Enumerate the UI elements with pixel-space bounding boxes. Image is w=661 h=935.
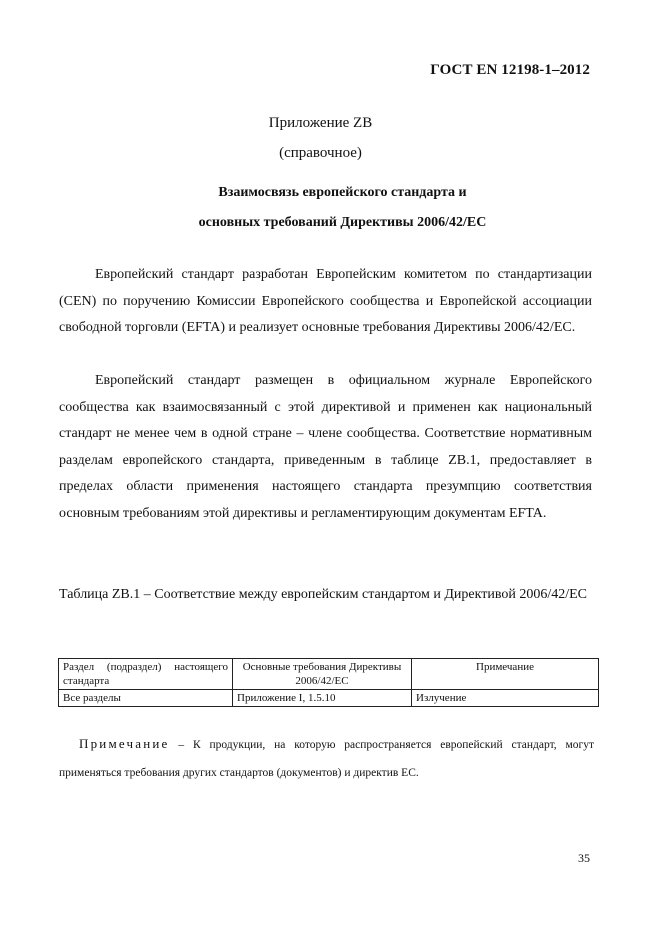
paragraph-1-text: Европейский стандарт разработан Европейским комитетом по стандартизации (CEN) по поручению Комиссии Европейского сообщества и Европейской ассоциации свободной торговли (EFTA) и реализует основные требования Директивы 2006/42/ЕС.: [59, 267, 592, 336]
standard-designation: ГОСТ EN 12198-1–2012: [430, 62, 590, 78]
note-text: – К продукции, на которую распространяется европейский стандарт, могут применяться требования других стандартов (документов) и директив ЕС.: [59, 739, 594, 779]
table-row: [59, 690, 599, 707]
paragraph-1: [59, 262, 592, 342]
note: [59, 730, 594, 787]
annex-title: Приложение ZB: [268, 115, 373, 131]
paragraph-2-text: Европейский стандарт размещен в официальном журнале Европейского сообщества как взаимосвязанный с этой директивой и применен как национальный стандарт не менее чем в одной стране – члене сообщества. Соответствие нормативным разделам европейского стандарта, приведенным в таблице ZB.1, предоставляет в пределах области применения настоящего стандарта презумпцию соответствия основным требованиям этой директивы и регламентирующим документам EFTA.: [59, 373, 592, 521]
table-header-cell: Примечание: [412, 659, 599, 690]
correspondence-table: [58, 658, 599, 707]
paragraph-2: [59, 368, 592, 528]
annex-heading: [0, 108, 641, 168]
page-number: 35: [578, 851, 590, 865]
table-header-cell: Раздел (подраздел) настоящего стандарта: [59, 659, 233, 690]
table-cell: Излучение: [412, 690, 599, 707]
table-caption: Таблица ZB.1 – Соответствие между европейским стандартом и Директивой 2006/42/ЕС: [59, 587, 588, 602]
table-header-cell: Основные требования Директивы 2006/42/ЕС: [233, 659, 412, 690]
table-header-row: [59, 659, 599, 690]
section-title-line-1: Взаимосвязь европейского стандарта и: [218, 185, 467, 200]
annex-subtitle: (справочное): [279, 145, 362, 161]
table-cell: Все разделы: [59, 690, 233, 707]
section-title-line-2: основных требований Директивы 2006/42/ЕС: [198, 215, 487, 230]
note-label: Примечание: [79, 736, 170, 751]
table-cell: Приложение I, 1.5.10: [233, 690, 412, 707]
section-heading: [0, 178, 661, 238]
